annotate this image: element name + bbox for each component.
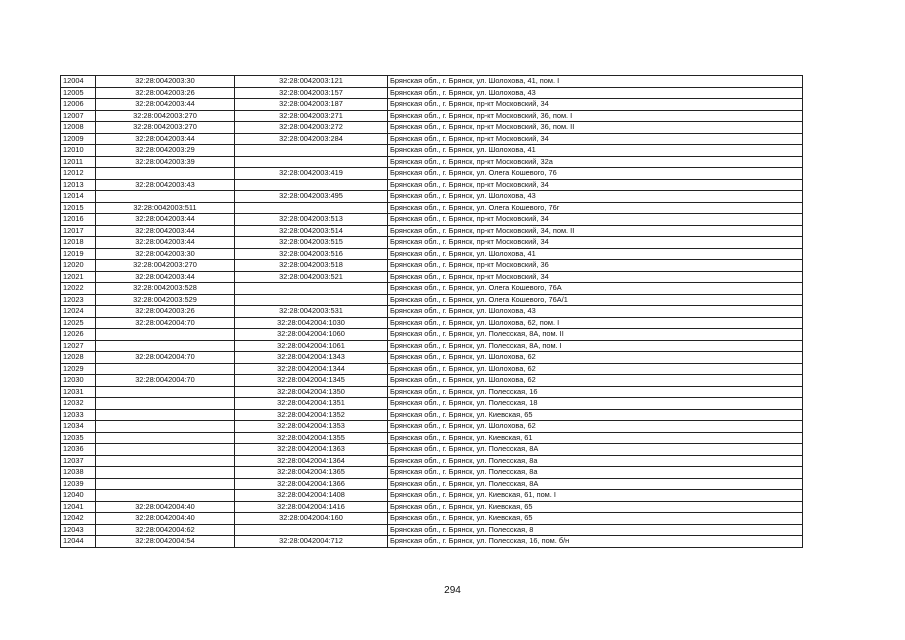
address-cell: Брянская обл., г. Брянск, пр-кт Московский, 34, пом. II — [388, 225, 803, 237]
object-cadastral-number-cell: 32:28:0042004:1353 — [235, 421, 388, 433]
row-number-cell: 12042 — [61, 513, 96, 525]
address-cell: Брянская обл., г. Брянск, ул. Олега Кошевого, 76 — [388, 168, 803, 180]
row-number-cell: 12037 — [61, 455, 96, 467]
row-number-cell: 12008 — [61, 122, 96, 134]
parcel-cadastral-number-cell — [96, 444, 235, 456]
parcel-cadastral-number-cell: 32:28:0042003:44 — [96, 99, 235, 111]
object-cadastral-number-cell: 32:28:0042004:712 — [235, 536, 388, 548]
object-cadastral-number-cell: 32:28:0042003:187 — [235, 99, 388, 111]
parcel-cadastral-number-cell: 32:28:0042003:511 — [96, 202, 235, 214]
parcel-cadastral-number-cell: 32:28:0042004:70 — [96, 317, 235, 329]
parcel-cadastral-number-cell — [96, 421, 235, 433]
object-cadastral-number-cell: 32:28:0042004:160 — [235, 513, 388, 525]
address-cell: Брянская обл., г. Брянск, ул. Полесская, 8А — [388, 444, 803, 456]
object-cadastral-number-cell: 32:28:0042004:1350 — [235, 386, 388, 398]
row-number-cell: 12019 — [61, 248, 96, 260]
table-row — [61, 214, 803, 226]
row-number-cell: 12022 — [61, 283, 96, 295]
object-cadastral-number-cell — [235, 145, 388, 157]
address-cell: Брянская обл., г. Брянск, ул. Полесская, 8а — [388, 455, 803, 467]
table-row — [61, 122, 803, 134]
object-cadastral-number-cell: 32:28:0042004:1030 — [235, 317, 388, 329]
parcel-cadastral-number-cell: 32:28:0042003:30 — [96, 76, 235, 88]
table-row — [61, 156, 803, 168]
row-number-cell: 12021 — [61, 271, 96, 283]
table-row — [61, 352, 803, 364]
address-cell: Брянская обл., г. Брянск, пр-кт Московский, 34 — [388, 237, 803, 249]
row-number-cell: 12044 — [61, 536, 96, 548]
row-number-cell: 12014 — [61, 191, 96, 203]
table-row — [61, 202, 803, 214]
row-number-cell: 12024 — [61, 306, 96, 318]
address-cell: Брянская обл., г. Брянск, пр-кт Московский, 36, пом. II — [388, 122, 803, 134]
parcel-cadastral-number-cell: 32:28:0042004:62 — [96, 524, 235, 536]
property-table — [60, 75, 803, 548]
row-number-cell: 12023 — [61, 294, 96, 306]
row-number-cell: 12012 — [61, 168, 96, 180]
row-number-cell: 12010 — [61, 145, 96, 157]
table-row — [61, 467, 803, 479]
table-row — [61, 248, 803, 260]
parcel-cadastral-number-cell: 32:28:0042003:270 — [96, 260, 235, 272]
table-row — [61, 340, 803, 352]
parcel-cadastral-number-cell: 32:28:0042004:40 — [96, 513, 235, 525]
address-cell: Брянская обл., г. Брянск, ул. Олега Кошевого, 76г — [388, 202, 803, 214]
table-row — [61, 524, 803, 536]
row-number-cell: 12027 — [61, 340, 96, 352]
parcel-cadastral-number-cell — [96, 409, 235, 421]
object-cadastral-number-cell — [235, 202, 388, 214]
parcel-cadastral-number-cell: 32:28:0042004:70 — [96, 352, 235, 364]
address-cell: Брянская обл., г. Брянск, пр-кт Московский, 32а — [388, 156, 803, 168]
parcel-cadastral-number-cell — [96, 363, 235, 375]
object-cadastral-number-cell — [235, 294, 388, 306]
object-cadastral-number-cell: 32:28:0042004:1061 — [235, 340, 388, 352]
table-row — [61, 513, 803, 525]
object-cadastral-number-cell: 32:28:0042003:121 — [235, 76, 388, 88]
parcel-cadastral-number-cell: 32:28:0042003:26 — [96, 306, 235, 318]
object-cadastral-number-cell: 32:28:0042004:1416 — [235, 501, 388, 513]
table-row — [61, 306, 803, 318]
address-cell: Брянская обл., г. Брянск, ул. Киевская, 65 — [388, 513, 803, 525]
address-cell: Брянская обл., г. Брянск, ул. Шолохова, 62 — [388, 421, 803, 433]
table-row — [61, 386, 803, 398]
page-number: 294 — [444, 585, 461, 596]
parcel-cadastral-number-cell — [96, 467, 235, 479]
parcel-cadastral-number-cell — [96, 340, 235, 352]
object-cadastral-number-cell: 32:28:0042003:516 — [235, 248, 388, 260]
parcel-cadastral-number-cell: 32:28:0042003:529 — [96, 294, 235, 306]
address-cell: Брянская обл., г. Брянск, пр-кт Московский, 34 — [388, 179, 803, 191]
table-row — [61, 168, 803, 180]
address-cell: Брянская обл., г. Брянск, пр-кт Московский, 34 — [388, 271, 803, 283]
row-number-cell: 12040 — [61, 490, 96, 502]
row-number-cell: 12033 — [61, 409, 96, 421]
address-cell: Брянская обл., г. Брянск, ул. Шолохова, 43 — [388, 306, 803, 318]
table-row — [61, 432, 803, 444]
row-number-cell: 12032 — [61, 398, 96, 410]
row-number-cell: 12009 — [61, 133, 96, 145]
table-row — [61, 478, 803, 490]
object-cadastral-number-cell: 32:28:0042003:419 — [235, 168, 388, 180]
address-cell: Брянская обл., г. Брянск, ул. Шолохова, 43 — [388, 87, 803, 99]
table-row — [61, 375, 803, 387]
table-row — [61, 76, 803, 88]
row-number-cell: 12025 — [61, 317, 96, 329]
address-cell: Брянская обл., г. Брянск, ул. Олега Кошевого, 76А/1 — [388, 294, 803, 306]
row-number-cell: 12016 — [61, 214, 96, 226]
parcel-cadastral-number-cell — [96, 386, 235, 398]
address-cell: Брянская обл., г. Брянск, ул. Шолохова, 41 — [388, 145, 803, 157]
row-number-cell: 12018 — [61, 237, 96, 249]
table-row — [61, 409, 803, 421]
parcel-cadastral-number-cell: 32:28:0042003:30 — [96, 248, 235, 260]
object-cadastral-number-cell: 32:28:0042004:1345 — [235, 375, 388, 387]
table-row — [61, 87, 803, 99]
parcel-cadastral-number-cell — [96, 329, 235, 341]
row-number-cell: 12026 — [61, 329, 96, 341]
table-row — [61, 490, 803, 502]
parcel-cadastral-number-cell: 32:28:0042003:39 — [96, 156, 235, 168]
table-row — [61, 191, 803, 203]
address-cell: Брянская обл., г. Брянск, ул. Шолохова, 41, пом. I — [388, 76, 803, 88]
address-cell: Брянская обл., г. Брянск, ул. Полесская, 16 — [388, 386, 803, 398]
address-cell: Брянская обл., г. Брянск, ул. Киевская, 61, пом. I — [388, 490, 803, 502]
object-cadastral-number-cell: 32:28:0042004:1352 — [235, 409, 388, 421]
address-cell: Брянская обл., г. Брянск, ул. Шолохова, 41 — [388, 248, 803, 260]
row-number-cell: 12013 — [61, 179, 96, 191]
row-number-cell: 12036 — [61, 444, 96, 456]
object-cadastral-number-cell: 32:28:0042004:1365 — [235, 467, 388, 479]
table-row — [61, 145, 803, 157]
parcel-cadastral-number-cell — [96, 432, 235, 444]
address-cell: Брянская обл., г. Брянск, ул. Шолохова, 62 — [388, 352, 803, 364]
parcel-cadastral-number-cell — [96, 490, 235, 502]
row-number-cell: 12006 — [61, 99, 96, 111]
object-cadastral-number-cell: 32:28:0042003:515 — [235, 237, 388, 249]
table-row — [61, 179, 803, 191]
table-row — [61, 283, 803, 295]
address-cell: Брянская обл., г. Брянск, ул. Олега Кошевого, 76А — [388, 283, 803, 295]
parcel-cadastral-number-cell: 32:28:0042004:40 — [96, 501, 235, 513]
row-number-cell: 12038 — [61, 467, 96, 479]
object-cadastral-number-cell: 32:28:0042003:514 — [235, 225, 388, 237]
parcel-cadastral-number-cell: 32:28:0042003:270 — [96, 110, 235, 122]
table-row — [61, 133, 803, 145]
object-cadastral-number-cell: 32:28:0042004:1364 — [235, 455, 388, 467]
table-row — [61, 317, 803, 329]
table-row — [61, 501, 803, 513]
parcel-cadastral-number-cell — [96, 168, 235, 180]
table-row — [61, 237, 803, 249]
object-cadastral-number-cell: 32:28:0042003:157 — [235, 87, 388, 99]
parcel-cadastral-number-cell: 32:28:0042003:26 — [96, 87, 235, 99]
parcel-cadastral-number-cell: 32:28:0042003:43 — [96, 179, 235, 191]
address-cell: Брянская обл., г. Брянск, ул. Полесская, 8 — [388, 524, 803, 536]
table-row — [61, 99, 803, 111]
parcel-cadastral-number-cell: 32:28:0042003:44 — [96, 271, 235, 283]
row-number-cell: 12029 — [61, 363, 96, 375]
table-row — [61, 271, 803, 283]
address-cell: Брянская обл., г. Брянск, ул. Полесская, 8А, пом. I — [388, 340, 803, 352]
object-cadastral-number-cell — [235, 179, 388, 191]
address-cell: Брянская обл., г. Брянск, ул. Полесская, 8А — [388, 478, 803, 490]
address-cell: Брянская обл., г. Брянск, ул. Киевская, 61 — [388, 432, 803, 444]
table-row — [61, 294, 803, 306]
table-row — [61, 421, 803, 433]
object-cadastral-number-cell: 32:28:0042004:1366 — [235, 478, 388, 490]
parcel-cadastral-number-cell — [96, 398, 235, 410]
row-number-cell: 12017 — [61, 225, 96, 237]
row-number-cell: 12004 — [61, 76, 96, 88]
object-cadastral-number-cell: 32:28:0042004:1408 — [235, 490, 388, 502]
object-cadastral-number-cell: 32:28:0042004:1344 — [235, 363, 388, 375]
row-number-cell: 12039 — [61, 478, 96, 490]
address-cell: Брянская обл., г. Брянск, ул. Киевская, 65 — [388, 409, 803, 421]
address-cell: Брянская обл., г. Брянск, ул. Шолохова, 62, пом. I — [388, 317, 803, 329]
table-row — [61, 398, 803, 410]
object-cadastral-number-cell: 32:28:0042004:1355 — [235, 432, 388, 444]
object-cadastral-number-cell: 32:28:0042004:1343 — [235, 352, 388, 364]
parcel-cadastral-number-cell — [96, 455, 235, 467]
parcel-cadastral-number-cell: 32:28:0042003:528 — [96, 283, 235, 295]
address-cell: Брянская обл., г. Брянск, ул. Киевская, 65 — [388, 501, 803, 513]
address-cell: Брянская обл., г. Брянск, ул. Полесская, 8а — [388, 467, 803, 479]
table-row — [61, 363, 803, 375]
object-cadastral-number-cell — [235, 524, 388, 536]
object-cadastral-number-cell: 32:28:0042003:495 — [235, 191, 388, 203]
parcel-cadastral-number-cell: 32:28:0042004:70 — [96, 375, 235, 387]
parcel-cadastral-number-cell: 32:28:0042003:44 — [96, 133, 235, 145]
address-cell: Брянская обл., г. Брянск, ул. Полесская, 8А, пом. II — [388, 329, 803, 341]
object-cadastral-number-cell: 32:28:0042003:284 — [235, 133, 388, 145]
table-row — [61, 444, 803, 456]
object-cadastral-number-cell: 32:28:0042003:513 — [235, 214, 388, 226]
object-cadastral-number-cell — [235, 156, 388, 168]
address-cell: Брянская обл., г. Брянск, пр-кт Московский, 34 — [388, 133, 803, 145]
row-number-cell: 12005 — [61, 87, 96, 99]
object-cadastral-number-cell: 32:28:0042003:272 — [235, 122, 388, 134]
object-cadastral-number-cell: 32:28:0042003:271 — [235, 110, 388, 122]
row-number-cell: 12030 — [61, 375, 96, 387]
parcel-cadastral-number-cell: 32:28:0042003:270 — [96, 122, 235, 134]
address-cell: Брянская обл., г. Брянск, ул. Шолохова, 62 — [388, 375, 803, 387]
object-cadastral-number-cell: 32:28:0042004:1363 — [235, 444, 388, 456]
parcel-cadastral-number-cell: 32:28:0042003:44 — [96, 214, 235, 226]
address-cell: Брянская обл., г. Брянск, пр-кт Московский, 36 — [388, 260, 803, 272]
row-number-cell: 12028 — [61, 352, 96, 364]
object-cadastral-number-cell: 32:28:0042004:1351 — [235, 398, 388, 410]
parcel-cadastral-number-cell — [96, 478, 235, 490]
object-cadastral-number-cell: 32:28:0042003:531 — [235, 306, 388, 318]
address-cell: Брянская обл., г. Брянск, ул. Шолохова, 43 — [388, 191, 803, 203]
table-row — [61, 536, 803, 548]
table-row — [61, 329, 803, 341]
table-row — [61, 225, 803, 237]
object-cadastral-number-cell: 32:28:0042004:1060 — [235, 329, 388, 341]
address-cell: Брянская обл., г. Брянск, ул. Полесская, 16, пом. б/н — [388, 536, 803, 548]
parcel-cadastral-number-cell: 32:28:0042003:44 — [96, 237, 235, 249]
row-number-cell: 12015 — [61, 202, 96, 214]
address-cell: Брянская обл., г. Брянск, пр-кт Московский, 34 — [388, 214, 803, 226]
row-number-cell: 12031 — [61, 386, 96, 398]
address-cell: Брянская обл., г. Брянск, пр-кт Московский, 36, пом. I — [388, 110, 803, 122]
address-cell: Брянская обл., г. Брянск, ул. Шолохова, 62 — [388, 363, 803, 375]
table-row — [61, 455, 803, 467]
row-number-cell: 12011 — [61, 156, 96, 168]
row-number-cell: 12043 — [61, 524, 96, 536]
address-cell: Брянская обл., г. Брянск, ул. Полесская, 18 — [388, 398, 803, 410]
object-cadastral-number-cell: 32:28:0042003:518 — [235, 260, 388, 272]
table-row — [61, 110, 803, 122]
object-cadastral-number-cell — [235, 283, 388, 295]
row-number-cell: 12007 — [61, 110, 96, 122]
parcel-cadastral-number-cell — [96, 191, 235, 203]
parcel-cadastral-number-cell: 32:28:0042003:29 — [96, 145, 235, 157]
row-number-cell: 12020 — [61, 260, 96, 272]
address-cell: Брянская обл., г. Брянск, пр-кт Московский, 34 — [388, 99, 803, 111]
parcel-cadastral-number-cell: 32:28:0042004:54 — [96, 536, 235, 548]
object-cadastral-number-cell: 32:28:0042003:521 — [235, 271, 388, 283]
row-number-cell: 12034 — [61, 421, 96, 433]
row-number-cell: 12041 — [61, 501, 96, 513]
table-body — [61, 76, 803, 548]
row-number-cell: 12035 — [61, 432, 96, 444]
table-row — [61, 260, 803, 272]
parcel-cadastral-number-cell: 32:28:0042003:44 — [96, 225, 235, 237]
